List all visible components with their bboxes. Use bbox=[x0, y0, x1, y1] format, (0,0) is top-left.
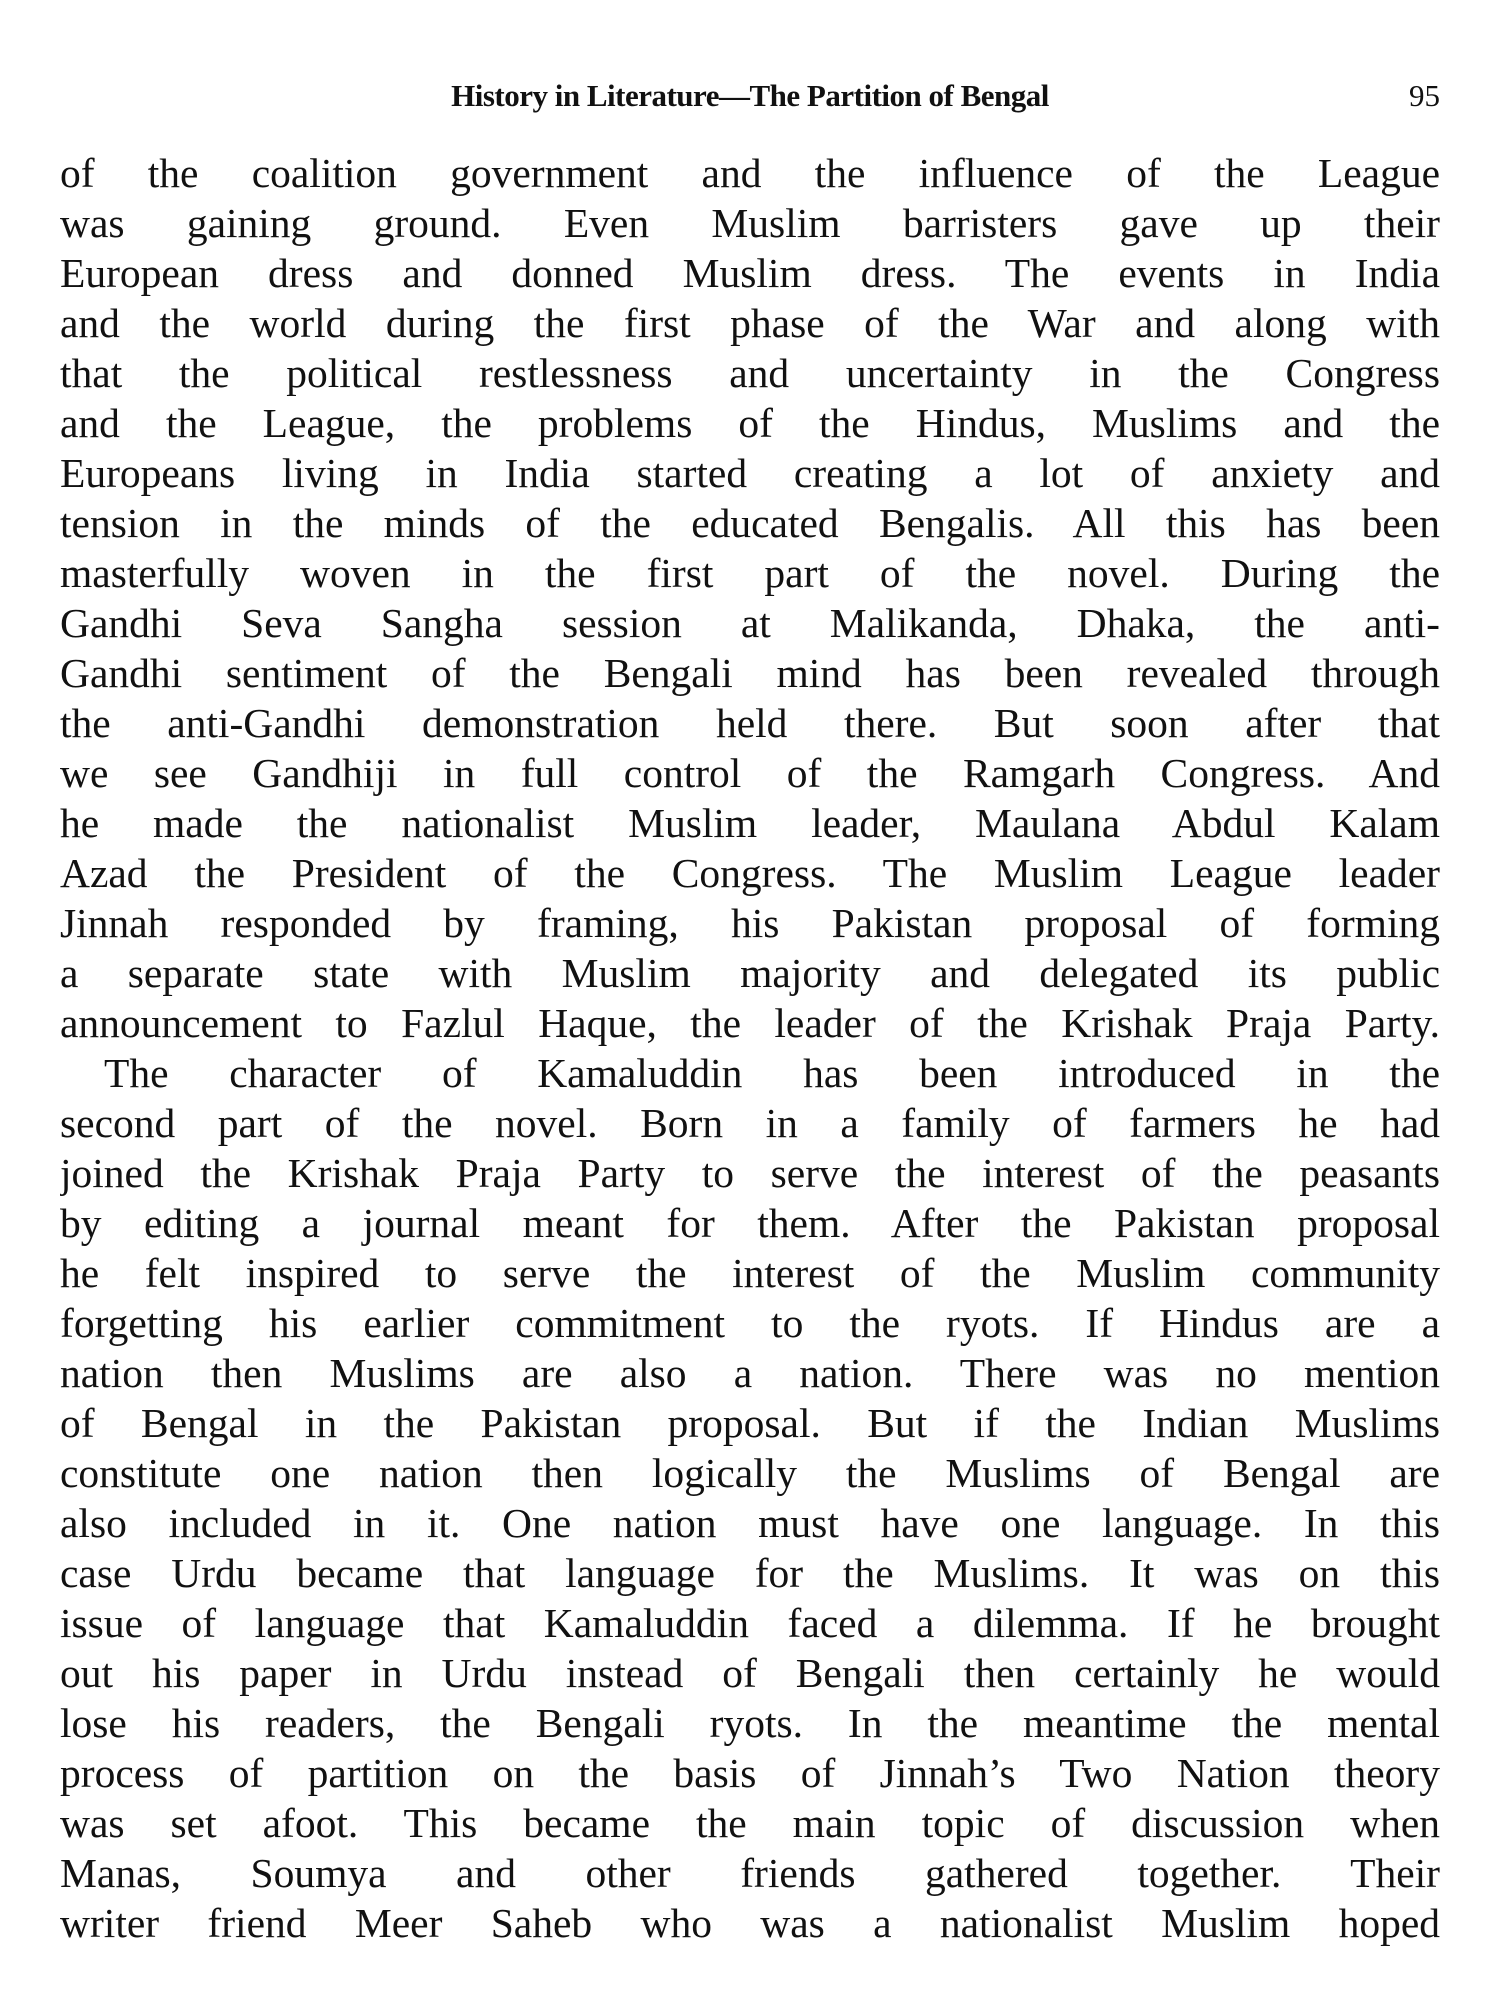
text-line: was gaining ground. Even Muslim barristers gave up their bbox=[60, 200, 1440, 246]
body-text bbox=[60, 148, 1440, 1948]
text-line: and the world during the first phase of the War and along with bbox=[60, 300, 1440, 346]
text-line: European dress and donned Muslim dress. The events in India bbox=[60, 250, 1440, 296]
text-line: Gandhi sentiment of the Bengali mind has been revealed through bbox=[60, 650, 1440, 696]
text-line: we see Gandhiji in full control of the Ramgarh Congress. And bbox=[60, 750, 1440, 796]
text-line: and the League, the problems of the Hindus, Muslims and the bbox=[60, 400, 1440, 446]
text-line: writer friend Meer Saheb who was a nationalist Muslim hoped bbox=[60, 1900, 1440, 1946]
text-line: announcement to Fazlul Haque, the leader of the Krishak Praja Party. bbox=[60, 1000, 1440, 1046]
text-line: that the political restlessness and uncertainty in the Congress bbox=[60, 350, 1440, 396]
text-line: he felt inspired to serve the interest of the Muslim community bbox=[60, 1250, 1440, 1296]
text-line: he made the nationalist Muslim leader, Maulana Abdul Kalam bbox=[60, 800, 1440, 846]
text-line: tension in the minds of the educated Bengalis. All this has been bbox=[60, 500, 1440, 546]
text-line: out his paper in Urdu instead of Bengali then certainly he would bbox=[60, 1650, 1440, 1696]
text-line: Gandhi Seva Sangha session at Malikanda, Dhaka, the anti- bbox=[60, 600, 1440, 646]
running-title: History in Literature—The Partition of Bengal bbox=[451, 78, 1049, 113]
text-line: forgetting his earlier commitment to the ryots. If Hindus are a bbox=[60, 1300, 1440, 1346]
text-line: joined the Krishak Praja Party to serve the interest of the peasants bbox=[60, 1150, 1440, 1196]
text-line: also included in it. One nation must have one language. In this bbox=[60, 1500, 1440, 1546]
text-line: issue of language that Kamaluddin faced a dilemma. If he brought bbox=[60, 1600, 1440, 1646]
text-line: constitute one nation then logically the Muslims of Bengal are bbox=[60, 1450, 1440, 1496]
text-line: Azad the President of the Congress. The Muslim League leader bbox=[60, 850, 1440, 896]
running-head bbox=[60, 78, 1440, 128]
text-line: was set afoot. This became the main topic of discussion when bbox=[60, 1800, 1440, 1846]
page-number: 95 bbox=[1409, 78, 1440, 113]
text-line: Europeans living in India started creating a lot of anxiety and bbox=[60, 450, 1440, 496]
text-line: of the coalition government and the influence of the League bbox=[60, 150, 1440, 196]
text-line: case Urdu became that language for the Muslims. It was on this bbox=[60, 1550, 1440, 1596]
paragraph-start-line: The character of Kamaluddin has been introduced in the bbox=[104, 1050, 1440, 1096]
text-line: the anti-Gandhi demonstration held there. But soon after that bbox=[60, 700, 1440, 746]
text-line: process of partition on the basis of Jinnah’s Two Nation theory bbox=[60, 1750, 1440, 1796]
text-line: second part of the novel. Born in a family of farmers he had bbox=[60, 1100, 1440, 1146]
text-line: Jinnah responded by framing, his Pakistan proposal of forming bbox=[60, 900, 1440, 946]
text-line: lose his readers, the Bengali ryots. In the meantime the mental bbox=[60, 1700, 1440, 1746]
text-line: of Bengal in the Pakistan proposal. But if the Indian Muslims bbox=[60, 1400, 1440, 1446]
text-line: a separate state with Muslim majority and delegated its public bbox=[60, 950, 1440, 996]
text-line: nation then Muslims are also a nation. There was no mention bbox=[60, 1350, 1440, 1396]
text-line: by editing a journal meant for them. After the Pakistan proposal bbox=[60, 1200, 1440, 1246]
text-line: masterfully woven in the first part of the novel. During the bbox=[60, 550, 1440, 596]
text-line: Manas, Soumya and other friends gathered together. Their bbox=[60, 1850, 1440, 1896]
